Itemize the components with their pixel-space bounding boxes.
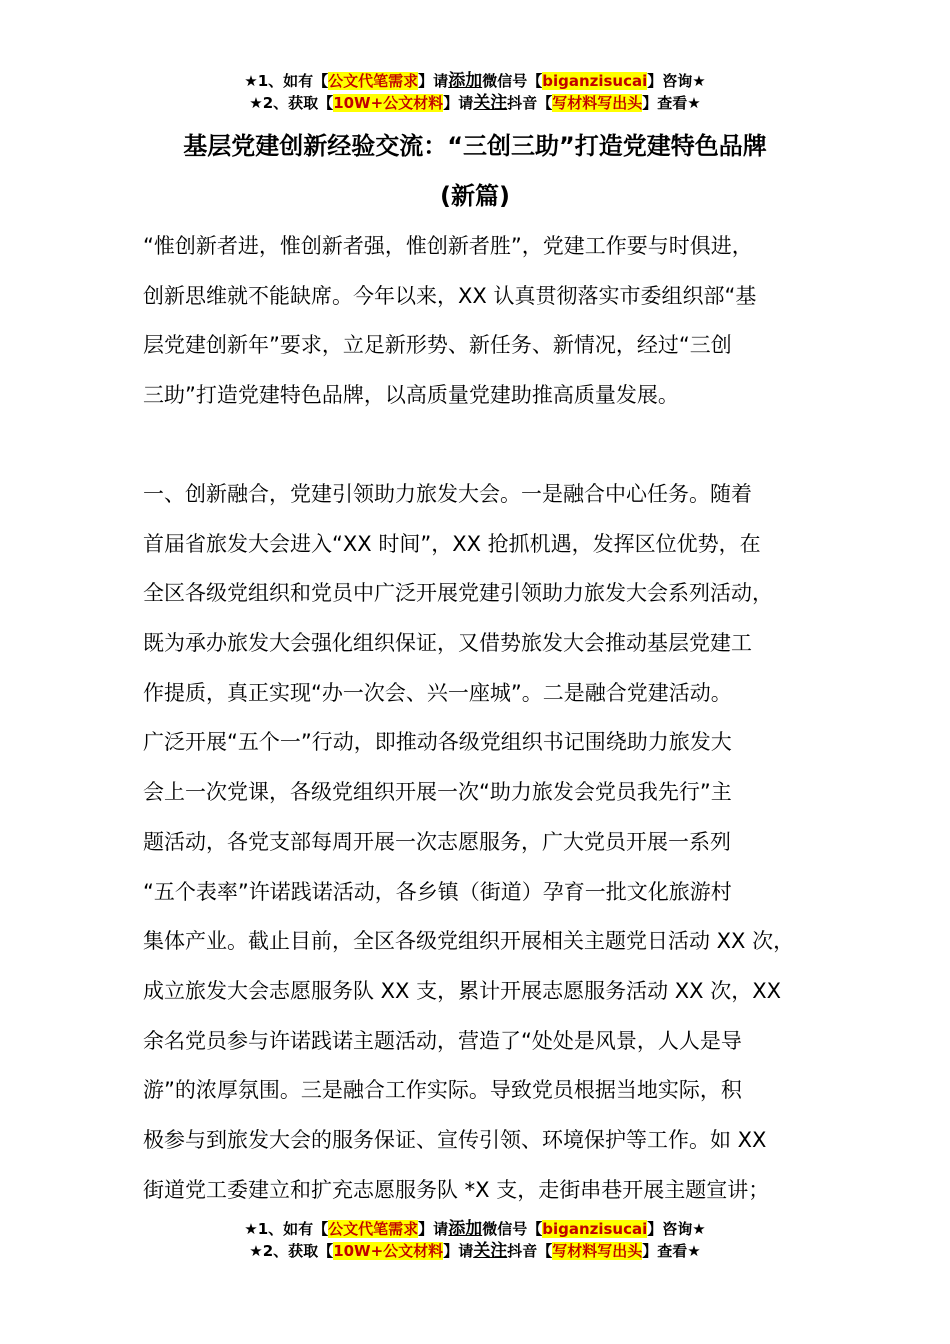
banner-text: 】查看★ <box>642 94 701 112</box>
highlight-materials: 10W+公文材料 <box>333 1242 444 1260</box>
paragraph-intro <box>143 222 833 421</box>
text-line: 层党建创新年”要求，立足新形势、新任务、新情况，经过“三创 <box>143 333 732 358</box>
text-line: 既为承办旅发大会强化组织保证，又借势旅发大会推动基层党建工 <box>143 631 752 656</box>
text-line: 集体产业。截止目前，全区各级党组织开展相关主题党日活动 XX 次， <box>143 929 795 954</box>
banner-text: 抖音【 <box>507 1242 553 1260</box>
banner-text: 微信号【 <box>482 72 543 90</box>
banner-text: ★1、如有【 <box>244 1220 329 1238</box>
text-line: 街道党工委建立和扩充志愿服务队 *X 支，走街串巷开展主题宣讲； <box>143 1177 770 1202</box>
emphasis-add: 添加 <box>448 1219 483 1239</box>
text-line: 全区各级党组织和党员中广泛开展党建引领助力旅发大会系列活动， <box>143 581 773 606</box>
text-line: 首届省旅发大会进入“XX 时间”，XX 抢抓机遇，发挥区位优势，在 <box>143 531 761 556</box>
banner-text: 】请 <box>418 1220 449 1238</box>
emphasis-follow: 关注 <box>473 1241 508 1261</box>
text-line: 游”的浓厚氛围。三是融合工作实际。导致党员根据当地实际，积 <box>143 1078 742 1103</box>
emphasis-follow: 关注 <box>473 93 508 113</box>
banner-text: 】请 <box>443 1242 474 1260</box>
text-line: 题活动，各党支部每周开展一次志愿服务，广大党员开展一系列 <box>143 829 731 854</box>
banner-text: 】咨询★ <box>647 1220 706 1238</box>
highlight-materials: 10W+公文材料 <box>333 94 444 112</box>
banner-text: 抖音【 <box>507 94 553 112</box>
highlight-wechat-id: biganzisucai <box>542 1220 648 1238</box>
highlight-writing-service: 公文代笔需求 <box>328 1220 419 1238</box>
banner-text: ★1、如有【 <box>244 72 329 90</box>
footer-banner <box>0 1218 950 1262</box>
banner-text: 】咨询★ <box>647 72 706 90</box>
banner-line-1 <box>0 70 950 92</box>
banner-text: 】请 <box>418 72 449 90</box>
highlight-writing-service: 公文代笔需求 <box>328 72 419 90</box>
highlight-douyin-account: 写材料写出头 <box>552 1242 643 1260</box>
paragraph-section-one <box>143 470 833 1215</box>
emphasis-add: 添加 <box>448 71 483 91</box>
text-line: 三助”打造党建特色品牌，以高质量党建助推高质量发展。 <box>143 383 679 408</box>
text-line: “五个表率”许诺践诺活动，各乡镇（街道）孕育一批文化旅游村 <box>143 879 732 904</box>
text-line: 会上一次党课，各级党组织开展一次“助力旅发会党员我先行”主 <box>143 780 732 805</box>
highlight-wechat-id: biganzisucai <box>542 72 648 90</box>
banner-text: 】请 <box>443 94 474 112</box>
banner-text: 微信号【 <box>482 1220 543 1238</box>
text-line: 广泛开展“五个一”行动，即推动各级党组织书记围绕助力旅发大 <box>143 730 732 755</box>
banner-text: 】查看★ <box>642 1242 701 1260</box>
text-line: 余名党员参与许诺践诺主题活动，营造了“处处是风景，人人是导 <box>143 1028 742 1053</box>
banner-text: ★2、获取【 <box>249 94 334 112</box>
banner-line-2 <box>0 92 950 114</box>
banner-text: ★2、获取【 <box>249 1242 334 1260</box>
text-line: 创新思维就不能缺席。今年以来，XX 认真贯彻落实市委组织部“基 <box>143 283 757 308</box>
document-title: 基层党建创新经验交流：“三创三助”打造党建特色品牌 <box>183 132 767 160</box>
text-line: 成立旅发大会志愿服务队 XX 支，累计开展志愿服务活动 XX 次，XX <box>143 978 782 1003</box>
text-line: 极参与到旅发大会的服务保证、宣传引领、环境保护等工作。如 XX <box>143 1127 767 1152</box>
document-subtitle: (新篇) <box>440 182 510 210</box>
text-line: “惟创新者进，惟创新者强，惟创新者胜”，党建工作要与时俱进， <box>143 234 753 258</box>
banner-line-1 <box>0 1218 950 1240</box>
text-line: 作提质，真正实现“办一次会、兴一座城”。二是融合党建活动。 <box>143 680 732 705</box>
header-banner <box>0 70 950 114</box>
banner-line-2 <box>0 1240 950 1262</box>
text-line: 一、创新融合，党建引领助力旅发大会。一是融合中心任务。随着 <box>143 482 752 506</box>
highlight-douyin-account: 写材料写出头 <box>552 94 643 112</box>
